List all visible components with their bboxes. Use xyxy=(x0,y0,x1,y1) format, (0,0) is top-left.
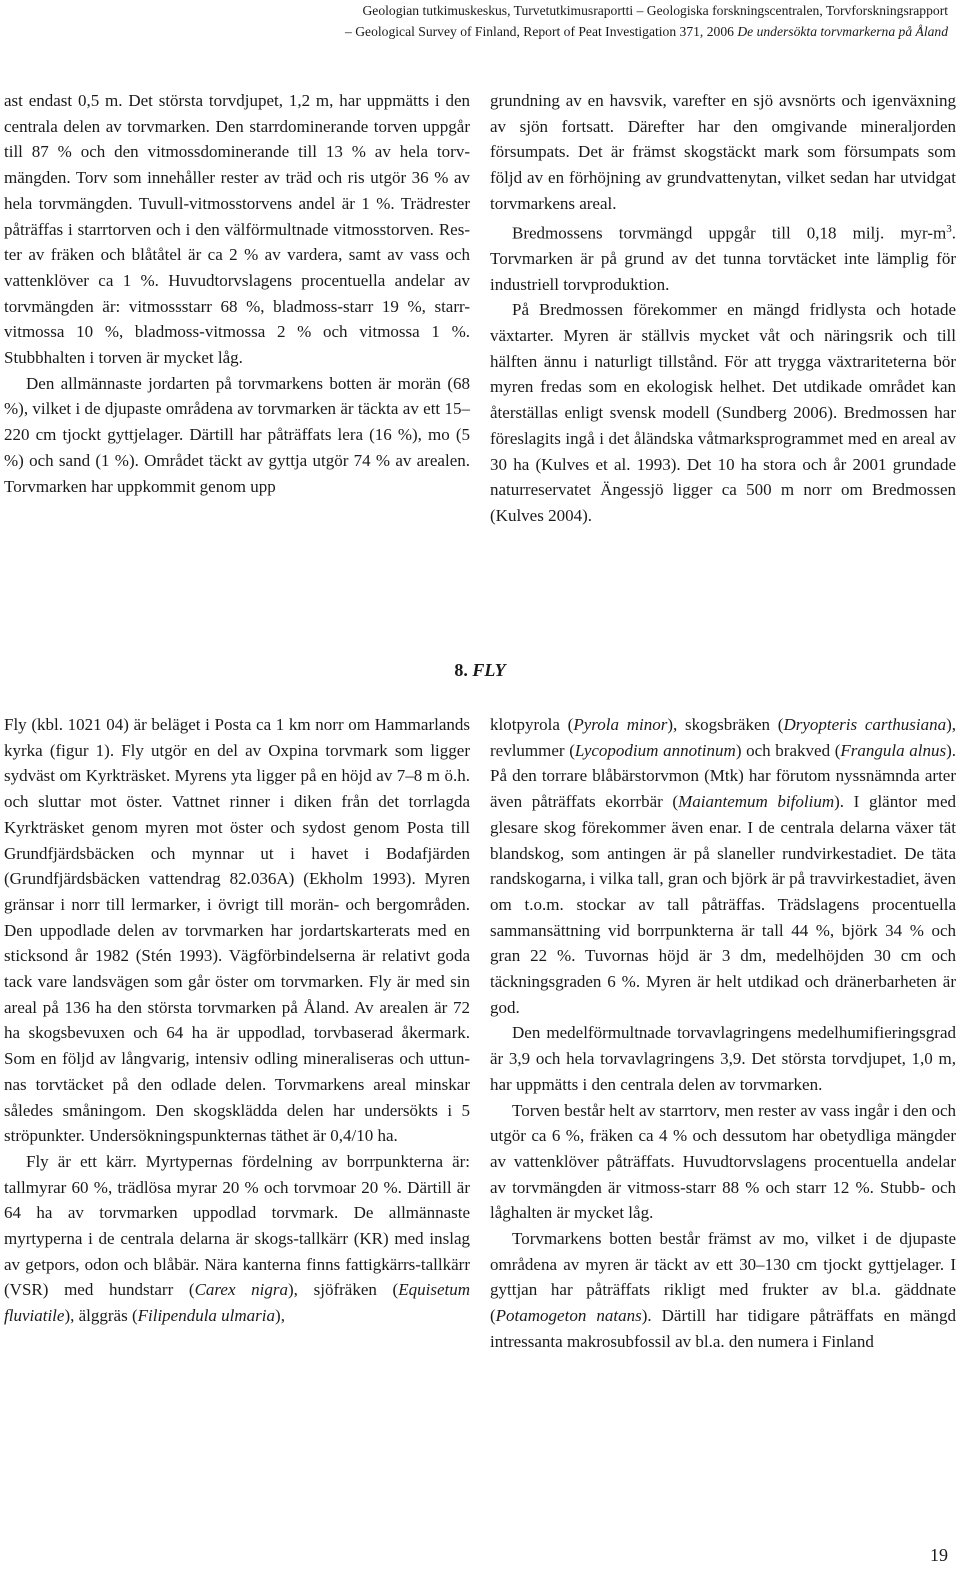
species-name: Maiantemum bifolium xyxy=(678,792,835,812)
text-run: ), älggräs ( xyxy=(64,1306,138,1326)
text-run: Fly är ett kärr. Myrtypernas fördelning av borrpunkterna är: tallmyrar 60 %, trädlösa myrar 20 % och torvmoar 20 %. Därtill är 64 ha av torvmarken uppodlad torvmark. De allmännaste myrtyperna i de centrala delarna är skogs-tallkärr (KR) med inslag av getpors, odon och blåbär. Nära kanterna finns fattigkärrs-tallkärr (VSR) med hundstarr ( xyxy=(4,1151,470,1300)
paragraph xyxy=(4,1149,470,1329)
paragraph: Den medelförmultnade torvavlagringens medelhumifieringsgrad är 3,9 och hela torvavlagringens 3,9. Det största torvdjupet, 1,0 m, har uppmätts i den centrala delen av torvmarken. xyxy=(490,1023,956,1094)
header-report-title: De undersökta torvmarkerna på Åland xyxy=(737,24,948,39)
superscript: 3 xyxy=(946,222,952,235)
running-header xyxy=(8,0,948,42)
paragraph: Torven består helt av starrtorv, men rester av vass ingår i den och utgör ca 6 %, fräken ca 4 % och dessutom har obetydliga mängder av vattenklöver påträffats. Huvudtorvslagens procentuella andelar av torvmängden är vitmoss-starr 88 % och starr 12 %. Stubb- och låghalten är mycket låg. xyxy=(490,1100,956,1223)
species-name: Lycopodium annotinum xyxy=(574,740,736,760)
text-run: Bredmossens torvmängd uppgår till 0,18 milj. myr-m xyxy=(512,223,947,243)
text-run: ). På den torrare blåbärstorvmon (Mtk) har förutom nyssnämnda arter även påträffats ekorrbär ( xyxy=(490,740,957,812)
header-line-1: Geologian tutkimuskeskus, Turvetutkimusraportti – Geologiska forskningscentralen, Torvforskningsrapport xyxy=(362,3,948,18)
text-run: ), skogsbräken ( xyxy=(667,715,784,734)
section-heading xyxy=(0,660,960,681)
paragraph: grundning av en havsvik, varefter en sjö avsnörts och igenväxning av sjön fortsatt. Därefter har den omgivande mineraljorden försumpats. Det är främst skogstäckt mark som försumpats som följd av en förhöjning av grundvattenytan, vilket sedan har utvidgat torvmarkens areal. xyxy=(490,91,956,213)
header-line-2 xyxy=(8,21,948,42)
paragraph: ast endast 0,5 m. Det största torvdjupet, 1,2 m, har uppmätts i den centrala delen av torvmarken. Den starrdominerande torven uppgår till 87 % och den vitmossdominerande till 13 % av hela torvmängden. Torv som innehåller rester av träd och ris utgör 36 % av hela torvmängden. Tuvull-vitmosstorvens andel är 1 %. Trädrester påträffas i starrtorven och i den välförmultnade vitmosstorven. Rester av fräken och blåtåtel är ca 2 % av vardera, samt av vass och vattenklöver ca 1 %. Huvudtorvslagens procentuella andelar av torvmängden är: vitmossstarr 68 %, bladmoss-starr 19 %, starr-vitmossa 10 %, bladmoss-vitmossa 2 % och vitmossa 1 %. Stubbhalten i torven är mycket låg. xyxy=(4,91,470,368)
text-run: Torvmarkens botten består främst av mo, vilket i de djupaste områdena av myren är täckt av ett 30–130 cm tjockt gyttjelager. I gyttjan har påträffats rikligt med frukter av bl.a. gäddnate ( xyxy=(490,1229,956,1326)
paragraph: Den allmännaste jordarten på torvmarkens botten är morän (68 %), vilket i de djupaste områdena av torvmarken är täckta av ett 15–220 cm tjockt gyttjelager. Därtill har påträffats lera (16 %), mo (5 %) och sand (1 %). Området täckt av gyttja utgör 74 % av arealen. Torvmarken har uppkommit genom upp xyxy=(4,373,470,496)
species-name: Carex nigra xyxy=(194,1280,289,1300)
page-number: 19 xyxy=(930,1545,948,1565)
column-bottom-right xyxy=(490,712,956,1355)
species-name: Frangula alnus xyxy=(840,740,947,760)
text-run: ). I gläntor med glesare skog förekommer även enar. I de centrala delarna växer tät blandskog, som antingen är på slaneller rundvirkestadiet. De täta randskogarna, i vilka tall, gran och björk är på travvirkestadiet, även om t.o.m. stockar av tall påträffas. Trädslagens procentuella sammansättning vid borrpunkterna är tall 44 %, björk 34 % och gran 22 %. Tuvornas höjd är 3 dm, medelhöjden 30 cm och täckningsgraden 6 %. Myren är helt utdikad och dränerbarheten är god. xyxy=(490,792,956,1017)
species-name: Potamogeton natans xyxy=(495,1306,642,1326)
text-run: ) och brakved ( xyxy=(735,740,841,760)
text-run: ), xyxy=(275,1306,285,1326)
species-name: Filipendula ulmaria xyxy=(137,1306,276,1326)
column-top-right xyxy=(490,88,956,529)
text-run: ), revlummer ( xyxy=(490,715,957,760)
paragraph xyxy=(490,712,956,1020)
text-run: ). Därtill har tidigare påträffats en mängd intressanta makrosubfossil av bl.a. den numera i Finland xyxy=(490,1306,956,1351)
species-name: Dryopteris carthusiana xyxy=(783,715,947,734)
section-title: FLY xyxy=(472,660,506,680)
paragraph: På Bredmossen förekommer en mängd fridlysta och hotade växtarter. Myren är ställvis mycket våt och näringsrik och till hälften ännu i naturligt tillstånd. För att trygga växtrariteterna bör myren fredas som en ekologisk helhet. Det utdikade området kan återställas enligt svensk modell (Sundberg 2006). Bredmossen har föreslagits ingå i det åländska våtmarksprogrammet med en areal av 30 ha (Kulves et al. 1993). Det 10 ha stora och år 2001 grundade naturreservatet Ängessjö ligger ca 500 m norr om Bredmossen (Kulves 2004). xyxy=(490,300,956,525)
text-run: . Torvmarken är på grund av det tunna torvtäcket inte lämplig för industriell torvproduktion. xyxy=(490,223,956,294)
column-bottom-left xyxy=(4,712,470,1329)
paragraph: Fly (kbl. 1021 04) är beläget i Posta ca 1 km norr om Hammarlands kyrka (figur 1). Fly utgör en del av Oxpina torvmark som ligger sydväst om Kyrkträsket. Myrens yta ligger på en höjd av 7–8 m ö.h. och sluttar mot öster. Vattnet rinner i diken från det torrlagda Kyrkträsket genom myren mot öster och sydost genom Posta till Grundfjärdsbäcken och mynnar ut i havet i Bodafjärden (Grundfjärdsbäcken vattendrag 82.036A) (Ekholm 1993). Myren gränsar i norr till lermarker, i övrigt till morän- och bergområden. Den uppodlade delen av torvmarken har jordartskarterats med en sticksond år 1982 (Stén 1993). Vägförbindelserna är relativt goda tack vare landsvägen som går öster om torvmarken. Fly är med sin areal på 136 ha den största torvmarken på Åland. Av arealen är 72 ha skogsbevuxen och 64 ha är uppodlad, torvbaserad åkermark. Som en följd av långvarig, intensiv odling mineraliseras och uttunnas torvtäcket på den odlade delen. Torvmarkens areal minskar således småningom. Den skogsklädda delen har undersökts i 5 ströpunkter. Undersökningspunkternas täthet är 0,4/10 ha. xyxy=(4,715,470,1146)
paragraph xyxy=(490,1226,956,1355)
column-top-left xyxy=(4,88,470,499)
text-run: klotpyrola ( xyxy=(490,715,574,734)
paragraph xyxy=(490,217,956,298)
header-series: – Geological Survey of Finland, Report of Peat Investigation 371, 2006 xyxy=(345,24,734,39)
species-name: Pyrola minor xyxy=(573,715,668,734)
species-name: Equisetum fluviatile xyxy=(4,1280,470,1326)
section-number: 8. xyxy=(454,660,468,680)
text-run: ), sjöfräken ( xyxy=(288,1280,399,1300)
